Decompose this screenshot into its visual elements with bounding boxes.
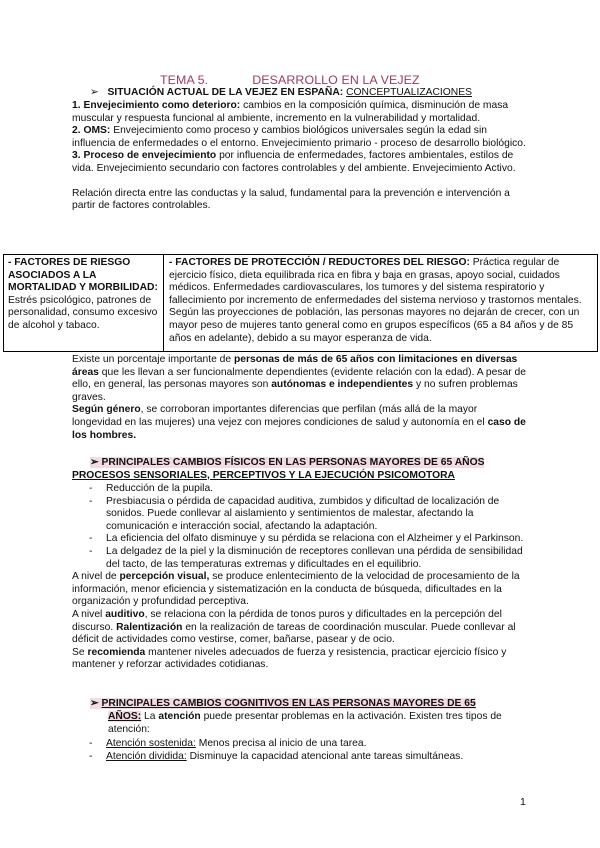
section3-body — [72, 738, 528, 763]
text-span: , se corroboran importantes diferencias que perfilan (más allá de la mayor longevidad en las mujeres) una vejez con mejores condiciones de salud y autonomía en el — [72, 404, 488, 428]
attention-type-label: Atención dividida: — [106, 750, 187, 762]
text-span: mantener niveles adecuados de fuerza y resistencia, practicar ejercicio físico y mantener y reforzar actividades cotidianas. — [72, 646, 507, 671]
section1-body — [72, 100, 528, 213]
bold-span: autónomas e independientes — [271, 379, 414, 391]
section1-heading-text: SITUACIÓN ACTUAL DE LA VEJEZ EN ESPAÑA: — [107, 87, 344, 98]
list-item — [72, 751, 528, 764]
section3-heading-line2: AÑOS: — [108, 711, 142, 722]
protection-factors-text: Práctica regular de ejercicio físico, dieta equilibrada rica en fibra y baja en grasas, apoyo social, cuidados médicos. Enfermedades cardiovasculares, los tumores y del sistema respiratorio y fallecimiento por incremento de enfermedades del sistema nervioso y trastornos mentales. Según las proyecciones de población, las personas mayores no dejarán de crecer, con un mayor peso de mujeres tanto general como en grupos específicos (65 a 84 años y de 85 años en adelante), debido a su mayor esperanza de vida. — [169, 257, 582, 344]
risk-factors-label: - FACTORES DE RIESGO ASOCIADOS A LA MORTALIDAD Y MORBILIDAD: — [8, 257, 158, 294]
risk-factors-cell — [4, 255, 164, 351]
section3-heading — [90, 698, 476, 711]
list-item — [72, 738, 528, 751]
arrow-icon: ➢ — [90, 698, 99, 709]
topic-title: DESARROLLO EN LA VEJEZ — [252, 73, 420, 87]
factors-table — [3, 254, 598, 352]
attention-type-text: Menos precisa al inicio de una tarea. — [195, 738, 367, 749]
section1-heading — [90, 87, 472, 100]
item2-label: 2. OMS: — [72, 125, 111, 137]
section3-intro — [108, 711, 528, 736]
text-span: en la realización de tareas de coordinación muscular. Puede conllevar al déficit de actividades como vestirse, comer, bañarse, pasear y de ocio. — [72, 621, 516, 646]
section3-heading-line1 — [90, 698, 476, 709]
section3-heading-text: PRINCIPALES CAMBIOS COGNITIVOS EN LAS PERSONAS MAYORES DE 65 — [101, 698, 476, 709]
text-span: A nivel — [72, 608, 106, 620]
text-span: que les llevan a ser funcionalmente dependientes (evidente relación con la edad). A pesar de ello, en general, las personas mayores son — [72, 366, 526, 391]
bold-span: personas de más de 65 años con limitaciones en diversas áreas — [72, 354, 518, 378]
text-span: La — [141, 711, 159, 722]
item3-text: por influencia de enfermedades, factores ambientales, estilos de vida. Envejecimiento secundario con factores controlables y del ambiente. Envejecimiento Activo. — [72, 150, 516, 174]
bold-span: recomienda — [87, 646, 146, 658]
text-span: , se relaciona con la pérdida de tonos puros y dificultades en la percepción del discurso. — [72, 608, 502, 633]
recommendation-paragraph — [72, 647, 528, 672]
text-span: Existe un porcentaje importante de — [72, 354, 234, 365]
protection-factors-label: - FACTORES DE PROTECCIÓN / REDUCTORES DEL RIESGO: — [169, 257, 470, 268]
section1-subheading: CONCEPTUALIZACIONES — [346, 87, 472, 98]
risk-factors-text: Estrés psicológico, patrones de personalidad, consumo excesivo de alcohol y tabaco. — [8, 294, 158, 331]
bold-span: auditivo — [105, 608, 145, 620]
section2-heading-line1 — [90, 457, 484, 468]
item1 — [72, 100, 528, 125]
bold-span: percepción visual, — [119, 571, 210, 583]
item1-text: cambios en la composición química, disminución de masa muscular y respuesta funcional al ambiente, incremento en la vulnerabilidad y mortalidad. — [72, 100, 509, 124]
text-span: se produce enlentecimiento de la velocidad de procesamiento de la información, menor eficiencia y sistematización en la conducta de búsqueda, dificultades en la organización y profundidad perceptiva. — [72, 571, 520, 608]
arrow-icon: ➢ — [90, 457, 99, 468]
dependency-paragraph — [72, 354, 528, 442]
list-item: - Presbiacusia o pérdida de capacidad auditiva, zumbidos y dificultad de localización de sonidos. Puede conllevar al aislamiento y sentimientos de malestar, afectando la comunicación e interacción social, afectando la adaptación. — [72, 496, 528, 534]
list-item: - Reducción de la pupila. — [72, 483, 528, 496]
topic-number: TEMA 5. — [160, 73, 209, 87]
attention-type-text: Disminuye la capacidad atencional ante tareas simultáneas. — [186, 750, 464, 762]
bold-span: atención — [158, 711, 201, 722]
visual-paragraph — [72, 571, 528, 609]
document-title — [160, 74, 420, 87]
attention-type-label: Atención sostenida: — [106, 738, 196, 749]
text-span: puede presentar problemas en la activación. Existen tres tipos de atención: — [108, 711, 502, 735]
item1-label: 1. Envejecimiento como deterioro: — [72, 100, 241, 111]
list-item: - La delgadez de la piel y la disminución de receptores conllevan una pérdida de sensibilidad del tacto, de las temperaturas extremas y dificultades en el equilibrio. — [72, 546, 528, 571]
item2-text: Envejecimiento como proceso y cambios biológicos universales según la edad sin influencia de enfermedades o el entorno. Envejecimiento primario - proceso de desarrollo biológico. — [72, 125, 526, 149]
bold-span: Según género — [72, 404, 141, 416]
section2-heading-text: PRINCIPALES CAMBIOS FÍSICOS EN LAS PERSONAS MAYORES DE 65 AÑOS — [101, 457, 485, 468]
section2-subheading-text: PROCESOS SENSORIALES, PERCEPTIVOS Y LA EJECUCIÓN PSICOMOTORA — [72, 470, 455, 481]
text-span: A nivel de — [72, 571, 120, 583]
section2-heading — [90, 457, 484, 470]
section2-body — [72, 483, 528, 672]
bold-span: caso de los hombres. — [72, 416, 526, 441]
item3-label: 3. Proceso de envejecimiento — [72, 150, 217, 162]
section2-subheading — [72, 470, 455, 483]
relation-paragraph: Relación directa entre las conductas y la salud, fundamental para la prevención e intervención a partir de factores controlables. — [72, 187, 510, 212]
physical-changes-list — [72, 483, 528, 571]
text-span: y no sufren problemas graves. — [72, 379, 518, 403]
list-item: - La eficiencia del olfato disminuye y su pérdida se relaciona con el Alzheimer y el Parkinson. — [72, 533, 528, 546]
text-span: Se — [72, 646, 88, 658]
item2 — [72, 125, 528, 150]
page-number: 1 — [520, 796, 526, 808]
protection-factors-cell — [165, 255, 597, 351]
arrow-icon: ➢ — [90, 87, 99, 98]
auditory-paragraph — [72, 609, 528, 647]
attention-list — [72, 738, 528, 763]
bold-span: Ralentización — [116, 621, 183, 633]
item3 — [72, 150, 528, 175]
